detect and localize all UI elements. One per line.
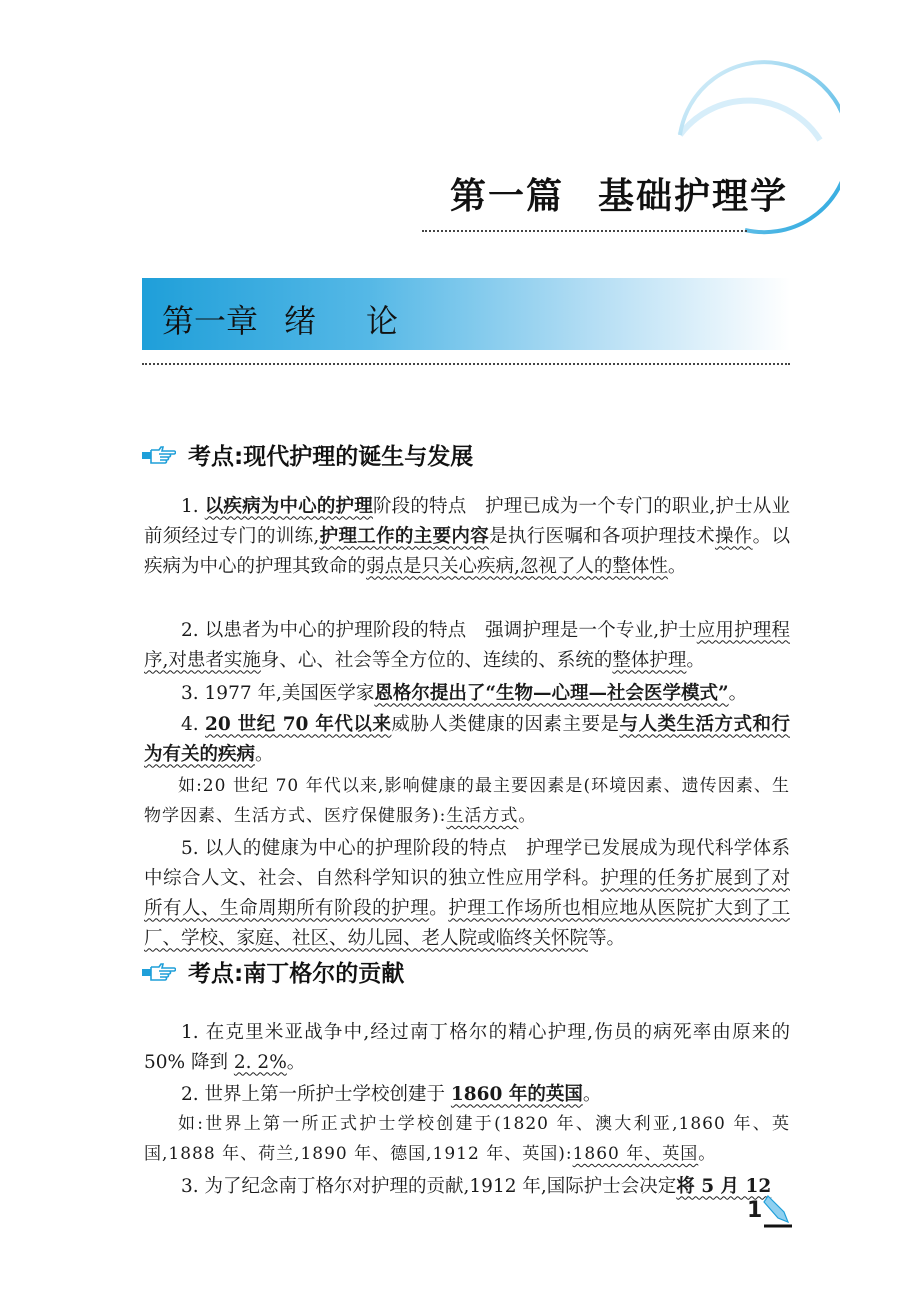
text-run: 2. 世界上第一所护士学校创建于 bbox=[181, 1083, 451, 1105]
page-number: 1 bbox=[747, 1198, 763, 1223]
emphasis-text: 操作 bbox=[714, 525, 753, 547]
chapter-name-1: 绪 bbox=[284, 302, 317, 340]
emphasis-text: 弱点是只关心疾病,忽视了人的整体性 bbox=[366, 555, 668, 577]
part-number: 第一篇 bbox=[449, 176, 564, 217]
text-run: 威胁人类健康的因素主要是 bbox=[391, 713, 620, 735]
emphasis-text: 将 5 月 12 bbox=[676, 1175, 772, 1197]
emphasis-text: 与人类生活方式和行为有关的疾病 bbox=[144, 713, 790, 765]
paragraph bbox=[144, 1172, 790, 1202]
paragraph bbox=[144, 492, 790, 582]
pointing-hand-icon bbox=[142, 962, 176, 982]
emphasis-text: 20 世纪 70 年代以来 bbox=[205, 713, 392, 735]
text-run: 。 bbox=[728, 682, 748, 704]
text-run: 1. 在克里米亚战争中,经过南丁格尔的精心护理,伤员的病死率由原来的 50% 降到 bbox=[144, 1021, 790, 1073]
paragraph bbox=[144, 710, 790, 770]
section-heading bbox=[142, 438, 473, 471]
emphasis-text: 应用护理程序,对患者实施 bbox=[144, 619, 790, 671]
emphasis-text: 以疾病为中心的护理 bbox=[204, 495, 373, 517]
section-title: 考点:现代护理的诞生与发展 bbox=[188, 444, 474, 470]
text-run: 5. 以人的健康为中心的护理阶段的特点 护理学已发展成为现代科学体系中综合人文、社会、自然科学知识的独立性应用学科。 bbox=[144, 837, 790, 889]
text-run: 。 bbox=[429, 897, 449, 919]
paragraph bbox=[144, 1080, 790, 1110]
emphasis-text: 护理工作的主要内容 bbox=[319, 525, 490, 547]
chapter-title bbox=[162, 296, 398, 342]
text-run: 。以疾病为中心的护理其致命的 bbox=[144, 525, 790, 577]
text-run: 。 bbox=[518, 806, 537, 826]
dotted-divider bbox=[422, 230, 747, 232]
emphasis-text: 护理的任务扩展到了对所有人、生命周期所有阶段的护理 bbox=[144, 867, 790, 919]
emphasis-text: 恩格尔提出了“生物—心理—社会医学模式” bbox=[374, 682, 729, 704]
section-heading bbox=[142, 955, 404, 988]
paragraph bbox=[144, 616, 790, 676]
text-run: 是执行医嘱和各项护理技术 bbox=[489, 525, 715, 547]
text-run: 如:世界上第一所正式护士学校创建于(1820 年、澳大利亚,1860 年、英国,1888 年、荷兰,1890 年、德国,1912 年、英国): bbox=[144, 1114, 790, 1164]
text-run: 3. 为了纪念南丁格尔对护理的贡献,1912 年,国际护士会决定 bbox=[181, 1175, 677, 1197]
emphasis-text: 生活方式 bbox=[446, 806, 519, 826]
part-name: 基础护理学 bbox=[597, 176, 788, 217]
section-title: 考点:南丁格尔的贡献 bbox=[188, 961, 405, 987]
emphasis-text: 整体护理 bbox=[612, 649, 687, 671]
text-run: 。 bbox=[686, 649, 705, 671]
paragraph bbox=[144, 1018, 790, 1078]
text-run: 身、心、社会等全方位的、连续的、系统的 bbox=[260, 649, 613, 671]
text-run: 等。 bbox=[588, 927, 626, 949]
paragraph bbox=[144, 679, 790, 709]
emphasis-text: 1860 年的英国 bbox=[450, 1083, 583, 1105]
part-title bbox=[450, 168, 788, 219]
chapter-number: 第一章 bbox=[162, 302, 259, 340]
text-run: 4. bbox=[181, 713, 206, 735]
text-run: 。 bbox=[286, 1051, 306, 1073]
text-run: 。 bbox=[582, 1083, 602, 1105]
dotted-divider bbox=[142, 363, 790, 365]
text-run: 阶段的特点 护理已成为一个专门的职业,护士从业前须经过专门的训练, bbox=[144, 495, 790, 547]
emphasis-text: 2. 2% bbox=[233, 1051, 287, 1073]
example-paragraph bbox=[144, 1109, 790, 1169]
emphasis-text: 1860 年、英国 bbox=[572, 1144, 699, 1164]
text-run: 。 bbox=[698, 1144, 717, 1164]
text-run: 2. 以患者为中心的护理阶段的特点 强调护理是一个专业,护士 bbox=[181, 619, 697, 641]
text-run: 。 bbox=[255, 743, 274, 765]
pointing-hand-icon bbox=[142, 445, 176, 465]
text-run: 。 bbox=[667, 555, 687, 577]
pencil-icon bbox=[762, 1192, 794, 1228]
paragraph bbox=[144, 834, 790, 954]
emphasis-text: 护理工作场所也相应地从医院扩大到了工厂、学校、家庭、社区、幼儿园、老人院或临终关怀院 bbox=[144, 897, 790, 949]
chapter-name-2: 论 bbox=[366, 302, 399, 340]
text-run: 3. 1977 年,美国医学家 bbox=[181, 682, 375, 704]
example-paragraph bbox=[144, 771, 790, 831]
text-run: 1. bbox=[181, 495, 205, 517]
text-run: 如:20 世纪 70 年代以来,影响健康的最主要因素是(环境因素、遗传因素、生物学因素、生活方式、医疗保健服务): bbox=[144, 776, 790, 826]
